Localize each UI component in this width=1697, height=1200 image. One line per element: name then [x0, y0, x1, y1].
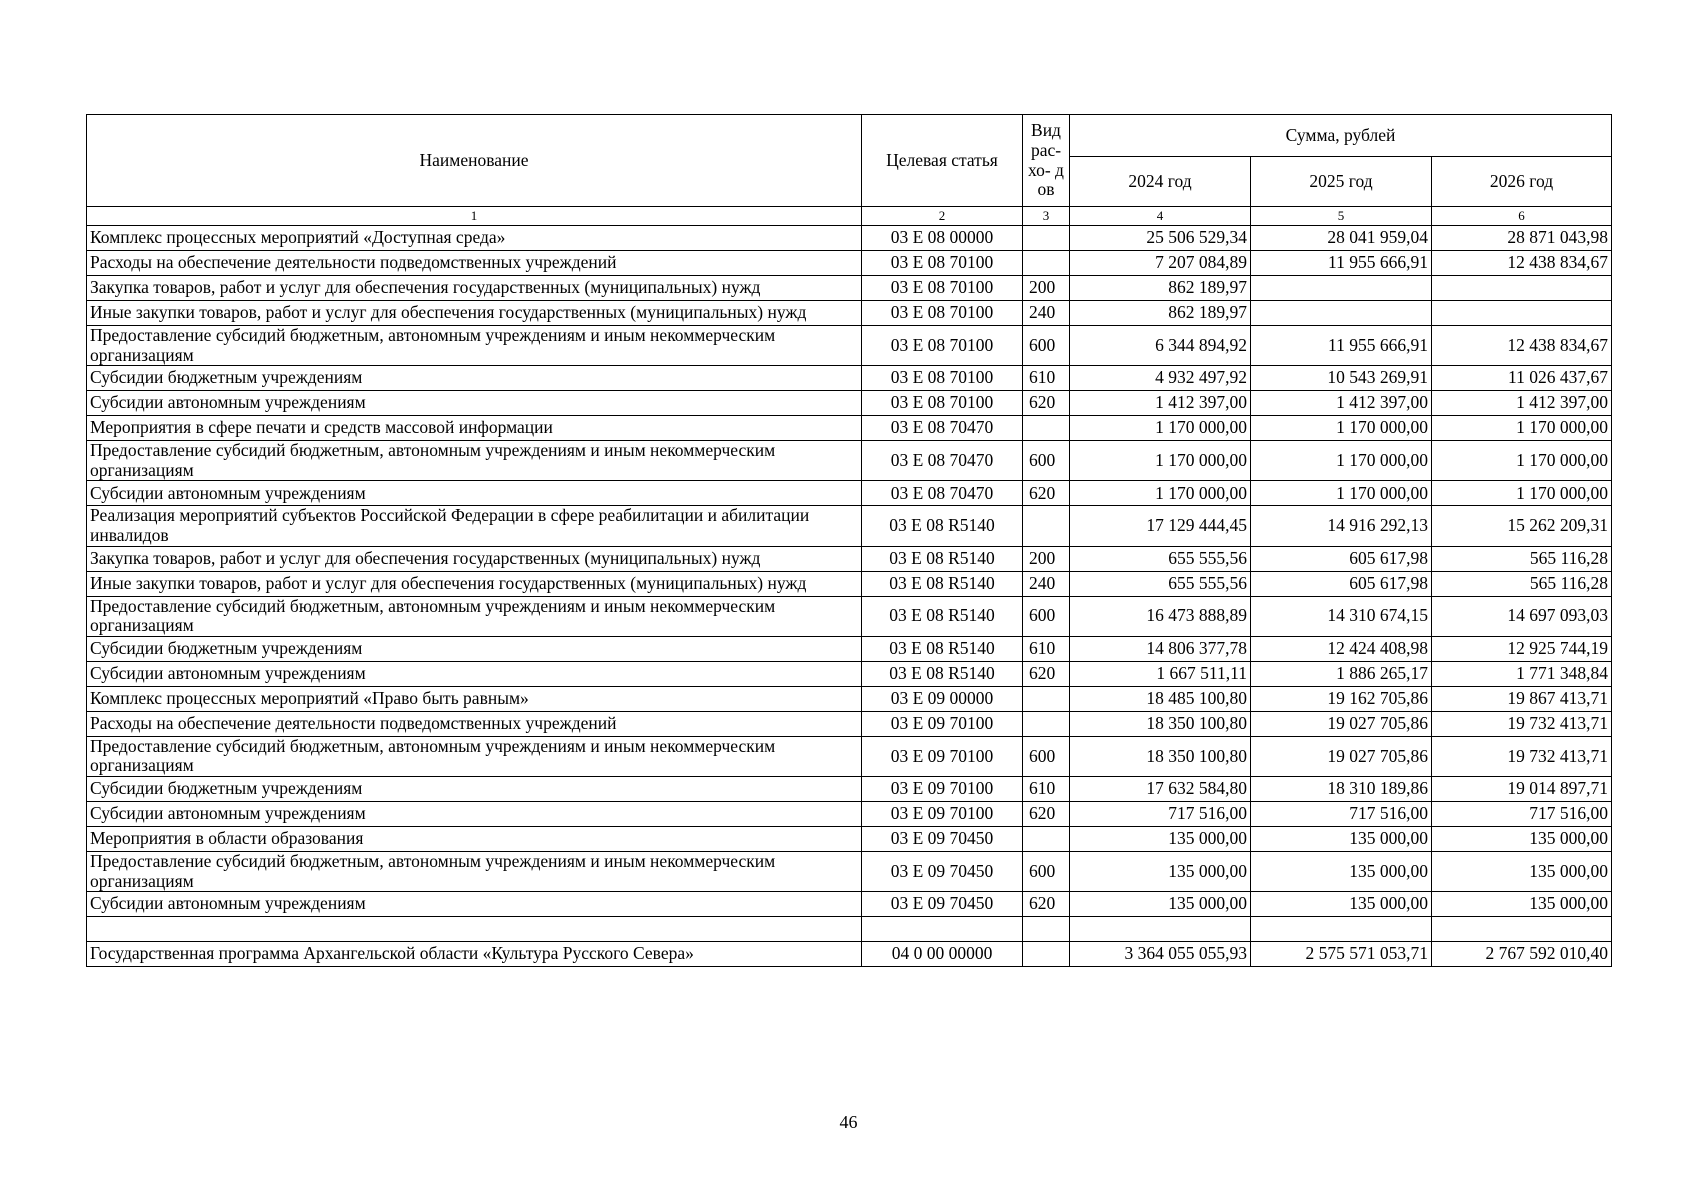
row-amount-2024: 717 516,00: [1070, 801, 1251, 826]
row-expense-kind: 200: [1023, 546, 1070, 571]
row-amount-2024: 1 667 511,11: [1070, 661, 1251, 686]
row-name: Предоставление субсидий бюджетным, автономным учреждениям и иным некоммерческим организациям: [87, 736, 862, 776]
row-amount-2026: 1 170 000,00: [1432, 481, 1612, 506]
table-row: [87, 366, 1612, 391]
row-name: Субсидии бюджетным учреждениям: [87, 366, 862, 391]
row-amount-2026: 1 771 348,84: [1432, 661, 1612, 686]
row-expense-kind: 200: [1023, 276, 1070, 301]
row-expense-kind: [1023, 226, 1070, 251]
row-target-code: 03 E 08 R5140: [862, 596, 1023, 636]
row-name: Расходы на обеспечение деятельности подведомственных учреждений: [87, 251, 862, 276]
row-amount-2024: 1 170 000,00: [1070, 481, 1251, 506]
table-row: [87, 391, 1612, 416]
row-amount-2026: 19 014 897,71: [1432, 776, 1612, 801]
table-row: [87, 226, 1612, 251]
row-amount-2025: 1 170 000,00: [1251, 481, 1432, 506]
row-amount-2026: 28 871 043,98: [1432, 226, 1612, 251]
row-target-code: 03 E 08 70100: [862, 391, 1023, 416]
row-amount-2025: 1 170 000,00: [1251, 416, 1432, 441]
row-amount-2024: 25 506 529,34: [1070, 226, 1251, 251]
row-target-code: 03 E 08 00000: [862, 226, 1023, 251]
row-name: Субсидии бюджетным учреждениям: [87, 776, 862, 801]
row-amount-2024: 4 932 497,92: [1070, 366, 1251, 391]
row-target-code: 03 E 08 70100: [862, 251, 1023, 276]
row-amount-2025: [1251, 917, 1432, 942]
row-amount-2026: 135 000,00: [1432, 892, 1612, 917]
table-body: [87, 226, 1612, 967]
column-number: 2: [862, 207, 1023, 226]
header-target: Целевая статья: [862, 115, 1023, 207]
row-expense-kind: 620: [1023, 391, 1070, 416]
row-amount-2025: 605 617,98: [1251, 571, 1432, 596]
column-number: 1: [87, 207, 862, 226]
row-target-code: 04 0 00 00000: [862, 942, 1023, 967]
row-target-code: 03 E 08 R5140: [862, 546, 1023, 571]
table-row: [87, 251, 1612, 276]
blank-row: [87, 917, 1612, 942]
table-row: [87, 506, 1612, 546]
header-year-2026: 2026 год: [1432, 157, 1612, 207]
table-row: [87, 481, 1612, 506]
row-amount-2026: 1 170 000,00: [1432, 416, 1612, 441]
total-row: [87, 942, 1612, 967]
row-amount-2024: 17 129 444,45: [1070, 506, 1251, 546]
row-name: Мероприятия в области образования: [87, 826, 862, 851]
row-amount-2025: 135 000,00: [1251, 826, 1432, 851]
row-expense-kind: [1023, 826, 1070, 851]
row-amount-2025: 717 516,00: [1251, 801, 1432, 826]
table-row: [87, 801, 1612, 826]
row-target-code: 03 E 09 00000: [862, 686, 1023, 711]
row-amount-2024: 1 170 000,00: [1070, 416, 1251, 441]
column-number: 6: [1432, 207, 1612, 226]
row-expense-kind: 240: [1023, 571, 1070, 596]
header-kind: Вид рас- хо- дов: [1023, 115, 1070, 207]
row-amount-2024: 135 000,00: [1070, 892, 1251, 917]
row-amount-2025: [1251, 276, 1432, 301]
row-amount-2024: 135 000,00: [1070, 826, 1251, 851]
row-expense-kind: [1023, 416, 1070, 441]
row-amount-2026: 1 170 000,00: [1432, 441, 1612, 481]
row-expense-kind: 600: [1023, 326, 1070, 366]
row-expense-kind: 600: [1023, 596, 1070, 636]
row-amount-2024: 135 000,00: [1070, 851, 1251, 891]
table-row: [87, 276, 1612, 301]
row-amount-2026: 11 026 437,67: [1432, 366, 1612, 391]
table-row: [87, 326, 1612, 366]
row-target-code: 03 E 08 70100: [862, 301, 1023, 326]
table-row: [87, 711, 1612, 736]
row-amount-2026: 12 438 834,67: [1432, 251, 1612, 276]
row-amount-2025: 605 617,98: [1251, 546, 1432, 571]
table-row: [87, 736, 1612, 776]
row-expense-kind: [1023, 917, 1070, 942]
row-amount-2024: 1 412 397,00: [1070, 391, 1251, 416]
row-expense-kind: 610: [1023, 776, 1070, 801]
row-target-code: 03 E 09 70450: [862, 851, 1023, 891]
row-expense-kind: [1023, 251, 1070, 276]
table-row: [87, 851, 1612, 891]
row-target-code: 03 E 09 70100: [862, 736, 1023, 776]
row-amount-2025: 1 170 000,00: [1251, 441, 1432, 481]
row-target-code: [862, 917, 1023, 942]
table-row: [87, 826, 1612, 851]
row-name: Субсидии автономным учреждениям: [87, 481, 862, 506]
row-amount-2026: 135 000,00: [1432, 851, 1612, 891]
table-row: [87, 571, 1612, 596]
row-target-code: 03 E 09 70450: [862, 826, 1023, 851]
budget-table: [86, 114, 1612, 967]
row-amount-2026: [1432, 917, 1612, 942]
row-amount-2024: 862 189,97: [1070, 276, 1251, 301]
row-name: Субсидии автономным учреждениям: [87, 391, 862, 416]
table-row: [87, 546, 1612, 571]
row-amount-2026: 135 000,00: [1432, 826, 1612, 851]
row-target-code: 03 E 08 R5140: [862, 636, 1023, 661]
row-amount-2025: 11 955 666,91: [1251, 326, 1432, 366]
page-number: 46: [839, 1112, 858, 1132]
table-row: [87, 636, 1612, 661]
row-amount-2024: [1070, 917, 1251, 942]
row-amount-2024: 3 364 055 055,93: [1070, 942, 1251, 967]
row-expense-kind: 610: [1023, 366, 1070, 391]
row-target-code: 03 E 08 R5140: [862, 661, 1023, 686]
row-target-code: 03 E 08 70470: [862, 441, 1023, 481]
row-expense-kind: 240: [1023, 301, 1070, 326]
row-expense-kind: 600: [1023, 736, 1070, 776]
row-amount-2026: 565 116,28: [1432, 546, 1612, 571]
row-target-code: 03 E 08 70470: [862, 416, 1023, 441]
row-name: Предоставление субсидий бюджетным, автономным учреждениям и иным некоммерческим организациям: [87, 326, 862, 366]
row-expense-kind: 600: [1023, 851, 1070, 891]
row-expense-kind: 600: [1023, 441, 1070, 481]
row-amount-2024: 655 555,56: [1070, 571, 1251, 596]
row-amount-2025: 19 162 705,86: [1251, 686, 1432, 711]
row-amount-2026: 19 732 413,71: [1432, 711, 1612, 736]
row-name: Расходы на обеспечение деятельности подведомственных учреждений: [87, 711, 862, 736]
row-amount-2024: 18 485 100,80: [1070, 686, 1251, 711]
row-expense-kind: 610: [1023, 636, 1070, 661]
row-expense-kind: 620: [1023, 481, 1070, 506]
header-year-2024: 2024 год: [1070, 157, 1251, 207]
row-amount-2025: 1 886 265,17: [1251, 661, 1432, 686]
row-target-code: 03 E 08 70470: [862, 481, 1023, 506]
row-amount-2026: [1432, 276, 1612, 301]
row-amount-2025: 11 955 666,91: [1251, 251, 1432, 276]
row-amount-2025: 12 424 408,98: [1251, 636, 1432, 661]
row-amount-2025: 135 000,00: [1251, 892, 1432, 917]
row-amount-2025: 19 027 705,86: [1251, 736, 1432, 776]
table-row: [87, 441, 1612, 481]
row-target-code: 03 E 08 70100: [862, 326, 1023, 366]
row-name: Реализация мероприятий субъектов Российской Федерации в сфере реабилитации и абилитации инвалидов: [87, 506, 862, 546]
row-name: Иные закупки товаров, работ и услуг для обеспечения государственных (муниципальных) нужд: [87, 301, 862, 326]
table-row: [87, 416, 1612, 441]
row-amount-2024: 1 170 000,00: [1070, 441, 1251, 481]
row-amount-2024: 862 189,97: [1070, 301, 1251, 326]
table-row: [87, 661, 1612, 686]
row-amount-2024: 18 350 100,80: [1070, 736, 1251, 776]
row-amount-2026: 15 262 209,31: [1432, 506, 1612, 546]
row-target-code: 03 E 09 70450: [862, 892, 1023, 917]
row-amount-2025: 135 000,00: [1251, 851, 1432, 891]
table-row: [87, 301, 1612, 326]
row-amount-2024: 655 555,56: [1070, 546, 1251, 571]
row-amount-2024: 7 207 084,89: [1070, 251, 1251, 276]
row-expense-kind: 620: [1023, 801, 1070, 826]
row-target-code: 03 E 09 70100: [862, 776, 1023, 801]
row-target-code: 03 E 09 70100: [862, 801, 1023, 826]
row-name: Предоставление субсидий бюджетным, автономным учреждениям и иным некоммерческим организациям: [87, 441, 862, 481]
row-name: Комплекс процессных мероприятий «Доступная среда»: [87, 226, 862, 251]
row-expense-kind: [1023, 942, 1070, 967]
row-amount-2026: 12 925 744,19: [1432, 636, 1612, 661]
row-expense-kind: 620: [1023, 892, 1070, 917]
row-name: Предоставление субсидий бюджетным, автономным учреждениям и иным некоммерческим организациям: [87, 851, 862, 891]
table-row: [87, 596, 1612, 636]
row-name: Закупка товаров, работ и услуг для обеспечения государственных (муниципальных) нужд: [87, 546, 862, 571]
row-amount-2024: 18 350 100,80: [1070, 711, 1251, 736]
row-target-code: 03 E 08 70100: [862, 276, 1023, 301]
row-amount-2024: 16 473 888,89: [1070, 596, 1251, 636]
row-amount-2024: 14 806 377,78: [1070, 636, 1251, 661]
row-target-code: 03 E 09 70100: [862, 711, 1023, 736]
row-name: Субсидии бюджетным учреждениям: [87, 636, 862, 661]
row-expense-kind: 620: [1023, 661, 1070, 686]
row-name: Субсидии автономным учреждениям: [87, 801, 862, 826]
row-name: Субсидии автономным учреждениям: [87, 661, 862, 686]
table-header: [87, 115, 1612, 226]
row-amount-2025: 18 310 189,86: [1251, 776, 1432, 801]
row-amount-2025: 28 041 959,04: [1251, 226, 1432, 251]
row-amount-2026: 14 697 093,03: [1432, 596, 1612, 636]
header-sum: Сумма, рублей: [1070, 115, 1612, 157]
row-amount-2025: 1 412 397,00: [1251, 391, 1432, 416]
row-amount-2026: 12 438 834,67: [1432, 326, 1612, 366]
row-expense-kind: [1023, 686, 1070, 711]
row-name: Мероприятия в сфере печати и средств массовой информации: [87, 416, 862, 441]
row-name: Государственная программа Архангельской области «Культура Русского Севера»: [87, 942, 862, 967]
column-number: 4: [1070, 207, 1251, 226]
column-number-row: [87, 207, 1612, 226]
table-row: [87, 892, 1612, 917]
row-target-code: 03 E 08 R5140: [862, 506, 1023, 546]
row-name: Субсидии автономным учреждениям: [87, 892, 862, 917]
row-target-code: 03 E 08 70100: [862, 366, 1023, 391]
row-amount-2026: 2 767 592 010,40: [1432, 942, 1612, 967]
table-row: [87, 776, 1612, 801]
row-expense-kind: [1023, 506, 1070, 546]
row-name: Закупка товаров, работ и услуг для обеспечения государственных (муниципальных) нужд: [87, 276, 862, 301]
row-amount-2026: [1432, 301, 1612, 326]
row-amount-2026: 19 867 413,71: [1432, 686, 1612, 711]
row-target-code: 03 E 08 R5140: [862, 571, 1023, 596]
row-amount-2025: 2 575 571 053,71: [1251, 942, 1432, 967]
column-number: 3: [1023, 207, 1070, 226]
row-amount-2025: 14 916 292,13: [1251, 506, 1432, 546]
row-name: [87, 917, 862, 942]
row-amount-2025: [1251, 301, 1432, 326]
row-name: Комплекс процессных мероприятий «Право быть равным»: [87, 686, 862, 711]
row-amount-2024: 6 344 894,92: [1070, 326, 1251, 366]
row-amount-2025: 19 027 705,86: [1251, 711, 1432, 736]
row-amount-2026: 19 732 413,71: [1432, 736, 1612, 776]
header-year-2025: 2025 год: [1251, 157, 1432, 207]
row-amount-2026: 717 516,00: [1432, 801, 1612, 826]
row-amount-2024: 17 632 584,80: [1070, 776, 1251, 801]
row-amount-2025: 10 543 269,91: [1251, 366, 1432, 391]
table-row: [87, 686, 1612, 711]
row-amount-2026: 1 412 397,00: [1432, 391, 1612, 416]
row-name: Предоставление субсидий бюджетным, автономным учреждениям и иным некоммерческим организациям: [87, 596, 862, 636]
row-amount-2025: 14 310 674,15: [1251, 596, 1432, 636]
row-expense-kind: [1023, 711, 1070, 736]
column-number: 5: [1251, 207, 1432, 226]
row-name: Иные закупки товаров, работ и услуг для обеспечения государственных (муниципальных) нужд: [87, 571, 862, 596]
header-name: Наименование: [87, 115, 862, 207]
row-amount-2026: 565 116,28: [1432, 571, 1612, 596]
